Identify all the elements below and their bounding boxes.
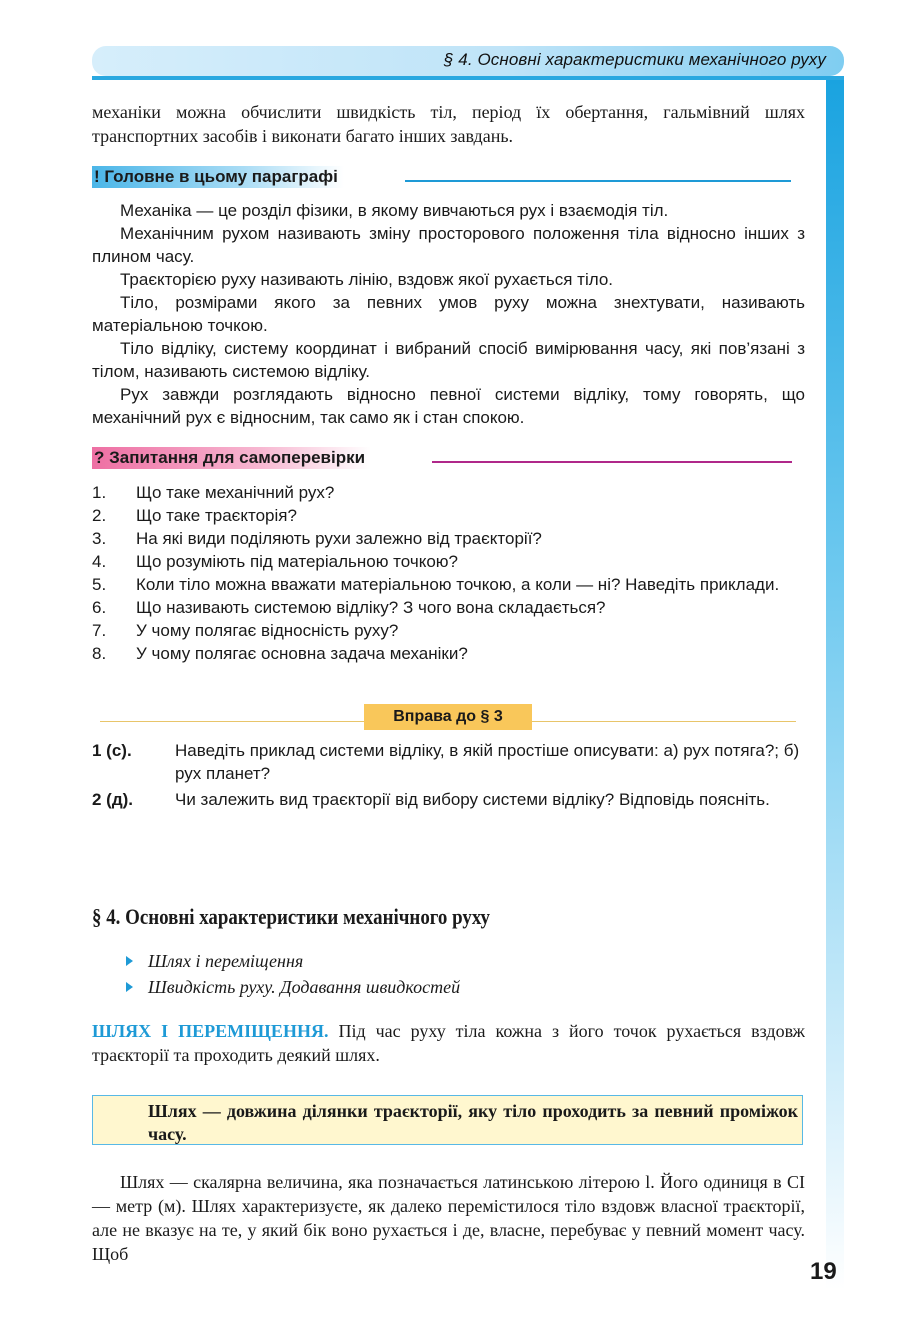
questions-heading [92,447,792,469]
summary-paragraph: Рух завжди розглядають відносно певної системи відліку, тому говорять, що механічний рух є відносним, так само як і стан спокою. [92,385,805,427]
intro-paragraph: механіки можна обчислити швидкість тіл, період їх обертання, гальмівний шлях транспортних засобів і виконати багато інших завдань. [92,102,805,146]
lead-paragraph [92,1019,805,1067]
question-item [92,481,805,504]
summary-paragraph: Траєкторією руху називають лінію, вздовж якої рухається тіло. [120,270,614,289]
question-item [92,527,805,550]
question-item [92,619,805,642]
triangle-bullet-icon [126,982,133,992]
summary-heading-label: ! Головне в цьому параграфі [92,166,344,188]
question-text: Коли тіло можна вважати матеріальною точкою, а коли — ні? Наведіть приклади. [136,575,780,594]
question-text: У чому полягає основна задача механіки? [136,644,468,663]
lead-caps: ШЛЯХ І ПЕРЕМІЩЕННЯ. [92,1021,329,1041]
question-text: На які види поділяють рухи залежно від траєкторії? [136,529,542,548]
definition-text: Шлях — довжина ділянки траєкторії, яку тіло проходить за певний проміжок часу. [148,1101,798,1144]
summary-paragraph: Механіка — це розділ фізики, в якому вивчаються рух і взаємодія тіл. [120,201,669,220]
question-number: 3. [92,529,107,548]
question-item [92,573,805,596]
question-number: 1. [92,483,107,502]
question-item [92,596,805,619]
question-text: У чому полягає відносність руху? [136,621,399,640]
questions-list [92,481,805,665]
topic-item [126,948,460,974]
exercise-item [92,788,805,811]
exercise-text: Наведіть приклад системи відліку, в якій простіше описувати: а) рух потяга?; б) рух планет? [175,741,800,783]
body-paragraph: Шлях — скалярна величина, яка позначається латинською літерою l. Його одиниця в СІ — метр (м). Шлях характеризуєте, як далеко перемістилося тіло вздовж власної траєкторії, але не вказує на те, у який бік воно рухається і де, власне, перебуває у певний момент часу. Щоб [92,1172,805,1264]
question-text: Що називають системою відліку? З чого вона складається? [136,598,606,617]
summary-heading-rule [405,180,791,182]
header-underline [92,76,844,80]
summary-paragraph: Тіло, розмірами якого за певних умов руху можна знехтувати, називають матеріальною точкою. [92,293,805,335]
topic-text: Швидкість руху. Додавання швидкостей [148,977,461,997]
section-title: § 4. Основні характеристики механічного руху [92,904,491,929]
question-number: 4. [92,552,107,571]
summary-heading [92,166,792,188]
section-topics [126,948,460,1000]
question-item [92,504,805,527]
questions-heading-rule [432,461,792,463]
exercise-number: 1 (с). [92,741,132,760]
running-header-title: § 4. Основні характеристики механічного руху [443,50,826,69]
exercise-text: Чи залежить вид траєкторії від вибору системи відліку? Відповідь поясніть. [175,790,770,809]
question-item [92,550,805,573]
question-number: 2. [92,506,107,525]
question-number: 5. [92,575,107,594]
summary-paragraph: Тіло відліку, систему координат і вибраний спосіб вимірювання часу, які пов’язані з тілом, називають системою відліку. [92,339,805,381]
question-number: 7. [92,621,107,640]
question-text: Що таке механічний рух? [136,483,335,502]
running-header [92,46,844,76]
lead-text: Під час руху тіла кожна з його точок рухається вздовж траєкторії та проходить деякий шлях. [92,1021,805,1065]
page-number: 19 [810,1258,837,1285]
summary-paragraph: Механічним рухом називають зміну просторового положення тіла відносно інших з плином часу. [92,224,805,266]
questions-heading-label: ? Запитання для самоперевірки [92,447,371,469]
triangle-bullet-icon [126,956,133,966]
question-item [92,642,805,665]
topic-text: Шлях і переміщення [148,951,304,971]
exercise-item [92,739,805,785]
exercise-heading: Вправа до § 3 [364,704,532,730]
question-number: 6. [92,598,107,617]
exercise-number: 2 (д). [92,790,134,809]
topic-item [126,974,460,1000]
summary-text [92,199,805,429]
exercise-list [92,739,805,811]
question-text: Що таке траєкторія? [136,506,297,525]
definition-box [92,1095,803,1145]
question-text: Що розуміють під матеріальною точкою? [136,552,458,571]
question-number: 8. [92,644,107,663]
side-color-strip [826,80,844,1290]
